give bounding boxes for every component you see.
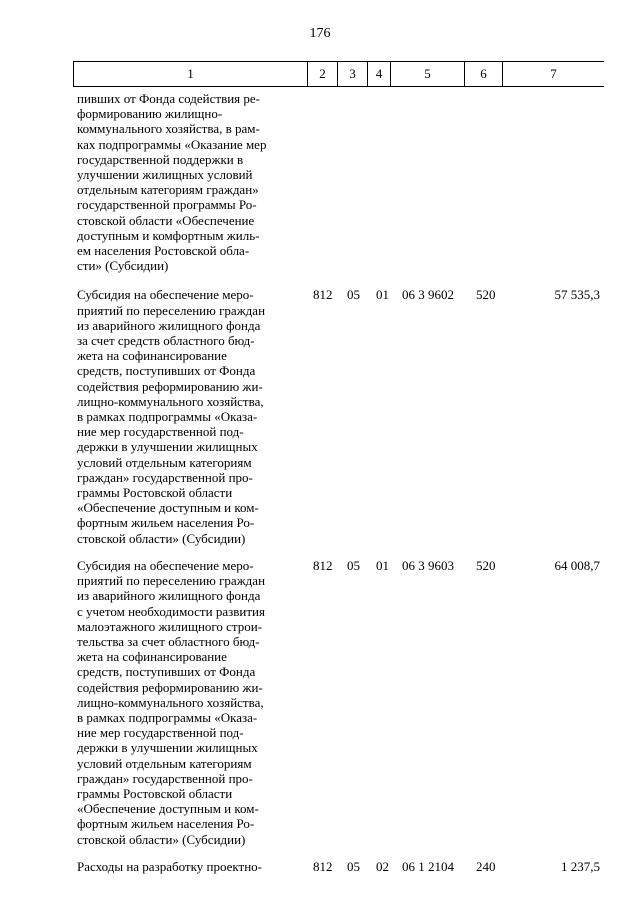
row-col-5: 06 1 2104 xyxy=(402,858,454,874)
header-col-3: 3 xyxy=(337,62,367,86)
row-description: пивших от Фонда содействия ре- формированию жилищно- коммунального хозяйства, в рам- ках подпрограммы «Оказание мер государственной поддержки в улучшении жилищных условий отдельным категориям граждан» государственной программы Ро- стовской области «Обеспечение доступным и комфортным жиль- ем населения Ростовской обла- сти» (Субсидии) xyxy=(77,91,267,274)
row-col-6: 240 xyxy=(476,858,496,874)
row-col-3: 05 xyxy=(347,858,360,874)
header-col-7: 7 xyxy=(502,62,604,86)
table-row xyxy=(77,287,604,545)
row-col-2: 812 xyxy=(313,287,333,303)
row-col-2: 812 xyxy=(313,557,333,573)
row-col-3: 05 xyxy=(347,287,360,303)
header-col-5: 5 xyxy=(390,62,464,86)
table-row xyxy=(77,91,604,273)
row-col-4: 02 xyxy=(376,858,389,874)
row-col-7: 64 008,7 xyxy=(554,557,600,573)
row-col-3: 05 xyxy=(347,557,360,573)
table-body xyxy=(77,91,604,886)
row-description: Расходы на разработку проектно- xyxy=(77,858,262,874)
header-col-4: 4 xyxy=(367,62,390,86)
row-col-6: 520 xyxy=(476,287,496,303)
row-col-7: 1 237,5 xyxy=(561,858,600,874)
row-col-2: 812 xyxy=(313,858,333,874)
row-description: Субсидия на обеспечение меро- приятий по переселению граждан из аварийного жилищного фонда с учетом необходимости развития малоэтажного жилищного строи- тельства за счет областного бюд- жета на софинансирование средств, поступивших от Фонда содействия реформированию жи- лищно-коммунального хозяйства, в рамках подпрограммы «Оказа- ние мер государственной под- держки в улучшении жилищных условий отдельным категориям граждан» государственной про- граммы Ростовской области «Обеспечение доступным и ком- фортным жильем населения Ро- стовской области» (Субсидии) xyxy=(77,557,266,847)
row-col-4: 01 xyxy=(376,557,389,573)
row-description: Субсидия на обеспечение меро- приятий по переселению граждан из аварийного жилищного фонда за счет средств областного бюд- жета на софинансирование средств, поступивших от Фонда содействия реформированию жи- лищно-коммунального хозяйства, в рамках подпрограммы «Оказа- ние мер государственной под- держки в улучшении жилищных условий отдельным категориям граждан» государственной про- граммы Ростовской области «Обеспечение доступным и ком- фортным жильем населения Ро- стовской области» (Субсидии) xyxy=(77,287,266,546)
row-col-6: 520 xyxy=(476,557,496,573)
header-col-1: 1 xyxy=(73,62,307,86)
header-col-2: 2 xyxy=(307,62,337,86)
header-col-6: 6 xyxy=(464,62,502,86)
table-row xyxy=(77,859,604,874)
table-header xyxy=(73,61,604,87)
row-col-7: 57 535,3 xyxy=(554,287,600,303)
row-col-5: 06 3 9602 xyxy=(402,287,454,303)
row-col-4: 01 xyxy=(376,287,389,303)
page-number: 176 xyxy=(309,26,331,41)
row-col-5: 06 3 9603 xyxy=(402,557,454,573)
table-row xyxy=(77,558,604,847)
